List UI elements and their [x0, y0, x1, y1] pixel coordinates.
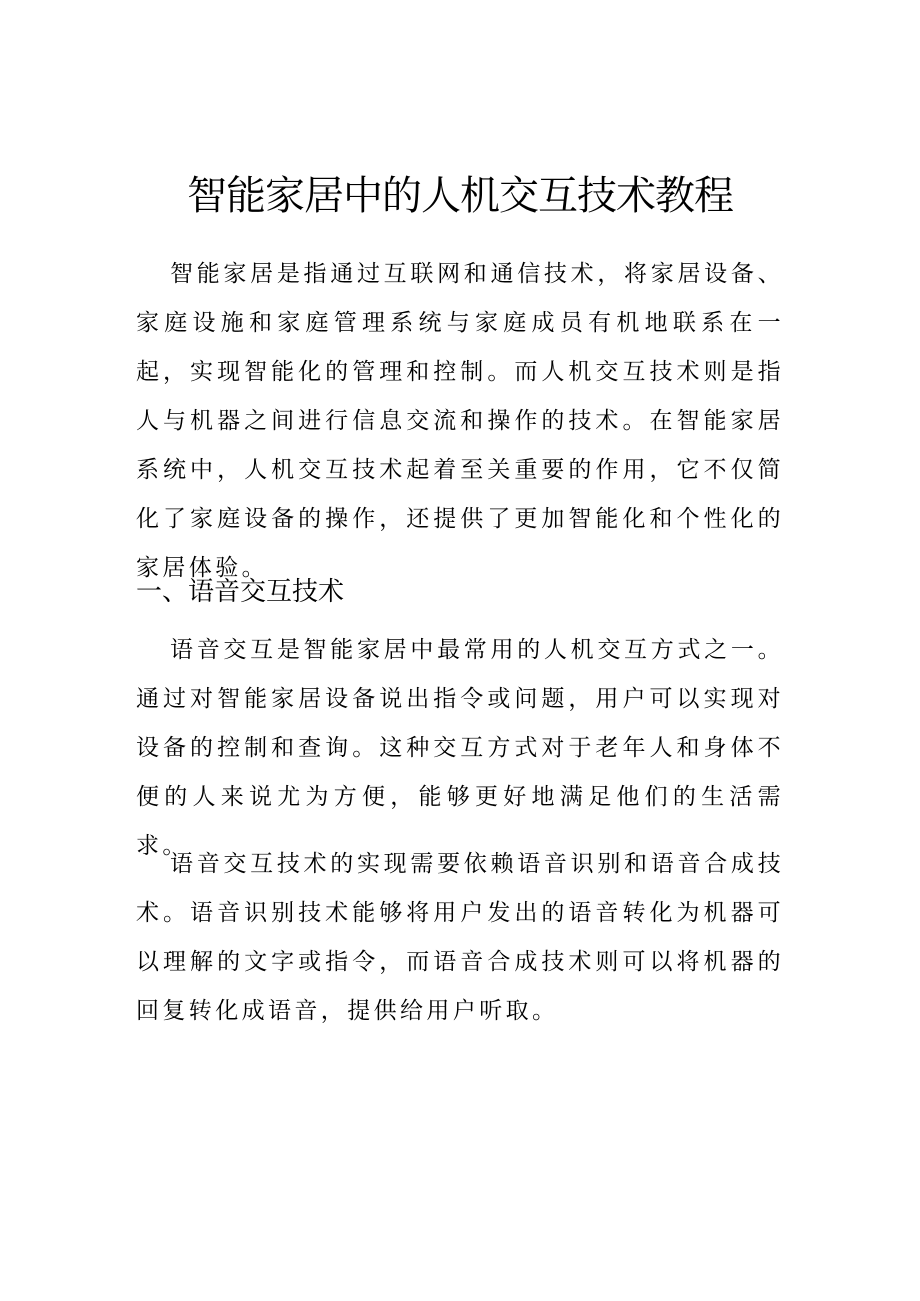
section-paragraph-2: 语音交互技术的实现需要依赖语音识别和语音合成技术。语音识别技术能够将用户发出的语音转化为机器可以理解的文字或指令，而语音合成技术则可以将机器的回复转化成语音，提供给用户听取。 — [136, 851, 784, 1024]
section-paragraph-1: 语音交互是智能家居中最常用的人机交互方式之一。通过对智能家居设备说出指令或问题，用户可以实现对设备的控制和查询。这种交互方式对于老年人和身体不便的人来说尤为方便，能够更好地满足他们的生活需求。 — [136, 637, 784, 859]
section-heading-voice-interaction: 一、语音交互技术 — [136, 577, 345, 607]
page-title: 智能家居中的人机交互技术教程 — [187, 173, 733, 219]
intro-paragraph: 智能家居是指通过互联网和通信技术，将家居设备、家庭设施和家庭管理系统与家庭成员有机地联系在一起，实现智能化的管理和控制。而人机交互技术则是指人与机器之间进行信息交流和操作的技术。在智能家居系统中，人机交互技术起着至关重要的作用，它不仅简化了家庭设备的操作，还提供了更加智能化和个性化的家居体验。 — [136, 261, 784, 581]
